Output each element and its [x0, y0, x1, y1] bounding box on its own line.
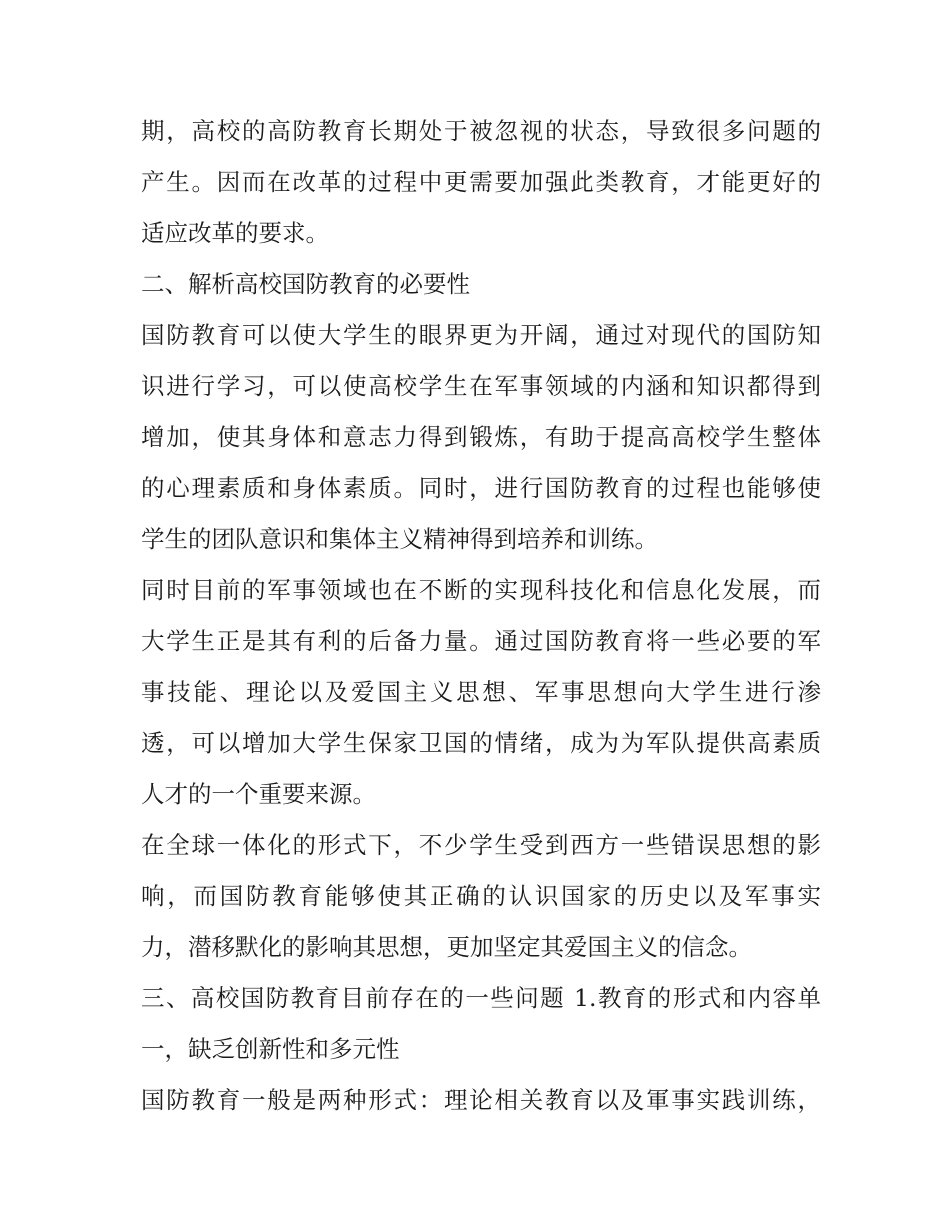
text-line: 力，潜移默化的影响其思想，更加坚定其爱国主义的信念。	[141, 933, 752, 961]
section-heading: 三、高校国防教育目前存在的一些问题 1.教育的形式和内容单	[141, 984, 821, 1012]
text-line: 的心理素质和身体素质。同时，进行国防教育的过程也能够使	[141, 474, 821, 502]
text-line: 同时目前的军事领域也在不断的实现科技化和信息化发展，而	[141, 576, 821, 604]
text-line: 国防教育一般是两种形式：理论相关教育以及軍事实践训练，	[141, 1086, 821, 1114]
text-line: 国防教育可以使大学生的眼界更为开阔，通过对现代的国防知	[141, 321, 821, 349]
text-line: 产生。因而在改革的过程中更需要加强此类教育，才能更好的	[141, 168, 821, 196]
text-line: 透，可以增加大学生保家卫国的情绪，成为为军队提供高素质	[141, 729, 821, 757]
text-line: 响，而国防教育能够使其正确的认识国家的历史以及军事实	[141, 882, 821, 910]
text-line: 识进行学习，可以使高校学生在军事领域的内涵和知识都得到	[141, 372, 821, 400]
text-line: 一，缺乏创新性和多元性	[141, 1035, 400, 1063]
document-page	[141, 106, 821, 1126]
text-line: 在全球一体化的形式下，不少学生受到西方一些错误思想的影	[141, 831, 821, 859]
text-line: 学生的团队意识和集体主义精神得到培养和训练。	[141, 525, 658, 553]
section-heading: 二、解析高校国防教育的必要性	[141, 270, 470, 298]
text-line: 增加，使其身体和意志力得到锻炼，有助于提高高校学生整体	[141, 423, 821, 451]
text-line: 大学生正是其有利的后备力量。通过国防教育将一些必要的军	[141, 627, 821, 655]
text-line: 期，高校的高防教育长期处于被忽视的状态，导致很多问题的	[141, 117, 821, 145]
text-line: 事技能、理论以及爱国主义思想、军事思想向大学生进行渗	[141, 678, 821, 706]
text-line: 适应改革的要求。	[141, 219, 329, 247]
text-line: 人才的一个重要来源。	[141, 780, 376, 808]
